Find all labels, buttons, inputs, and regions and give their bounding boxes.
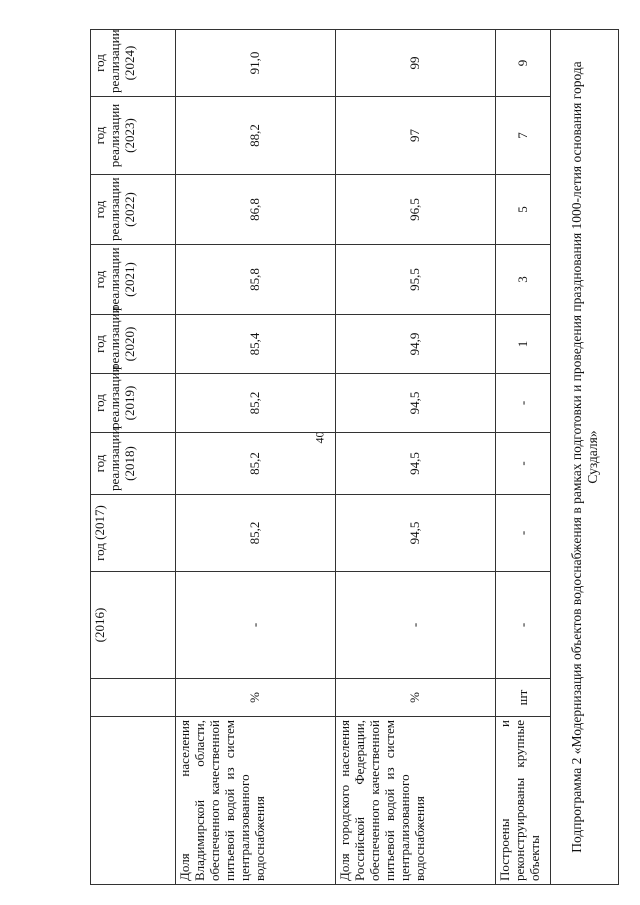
header-cell: год реализации (2019) [91, 374, 176, 433]
header-row [91, 30, 176, 885]
value-cell: - [496, 572, 551, 679]
unit-cell: % [176, 679, 336, 717]
header-cell: год реализации (2021) [91, 245, 176, 315]
value-cell: 1 [496, 315, 551, 374]
header-cell: (2016) [91, 572, 176, 679]
value-cell: 94,5 [336, 374, 496, 433]
header-cell: год реализации (2022) [91, 175, 176, 245]
value-cell: 96,5 [336, 175, 496, 245]
subprogram-row [551, 30, 619, 885]
value-cell: 86,8 [176, 175, 336, 245]
indicator-name: Построены и реконструированы крупные объекты [496, 717, 551, 885]
unit-cell: шт [496, 679, 551, 717]
header-cell: год (2017) [91, 495, 176, 572]
value-cell: 3 [496, 245, 551, 315]
value-cell: 97 [336, 97, 496, 175]
rotated-table-area [90, 29, 600, 885]
header-cell: год реализации (2024) [91, 30, 176, 97]
value-cell: 99 [336, 30, 496, 97]
value-cell: - [336, 572, 496, 679]
table-row [336, 30, 496, 885]
value-cell: - [496, 433, 551, 495]
indicators-table [90, 29, 619, 885]
value-cell: 7 [496, 97, 551, 175]
indicator-name: Доля городского населения Российской Федерации, обеспеченного качественной питьевой водой из систем централизованного водоснабжения [336, 717, 496, 885]
value-cell: 88,2 [176, 97, 336, 175]
page-number: 40 [312, 431, 327, 444]
value-cell: - [496, 374, 551, 433]
indicator-name: Доля населения Владимирской области, обеспеченного качественной питьевой водой из систем централизованного водоснабжения [176, 717, 336, 885]
value-cell: 94,9 [336, 315, 496, 374]
value-cell: 85,2 [176, 433, 336, 495]
value-cell: 85,2 [176, 374, 336, 433]
value-cell: 94,5 [336, 433, 496, 495]
unit-cell: % [336, 679, 496, 717]
header-cell [91, 717, 176, 885]
value-cell: 95,5 [336, 245, 496, 315]
value-cell: 91,0 [176, 30, 336, 97]
header-cell: год реализации (2020) [91, 315, 176, 374]
value-cell: 85,8 [176, 245, 336, 315]
value-cell: 94,5 [336, 495, 496, 572]
header-cell: год реализации (2023) [91, 97, 176, 175]
table-row [496, 30, 551, 885]
value-cell: 5 [496, 175, 551, 245]
value-cell: - [496, 495, 551, 572]
value-cell: - [176, 572, 336, 679]
subprogram-title: Подпрограмма 2 «Модернизация объектов водоснабжения в рамках подготовки и проведения празднования 1000-летия основания города Суздаля» [551, 30, 619, 885]
header-cell [91, 679, 176, 717]
header-cell: год реализации (2018) [91, 433, 176, 495]
value-cell: 85,2 [176, 495, 336, 572]
value-cell: 85,4 [176, 315, 336, 374]
table-row [176, 30, 336, 885]
value-cell: 9 [496, 30, 551, 97]
